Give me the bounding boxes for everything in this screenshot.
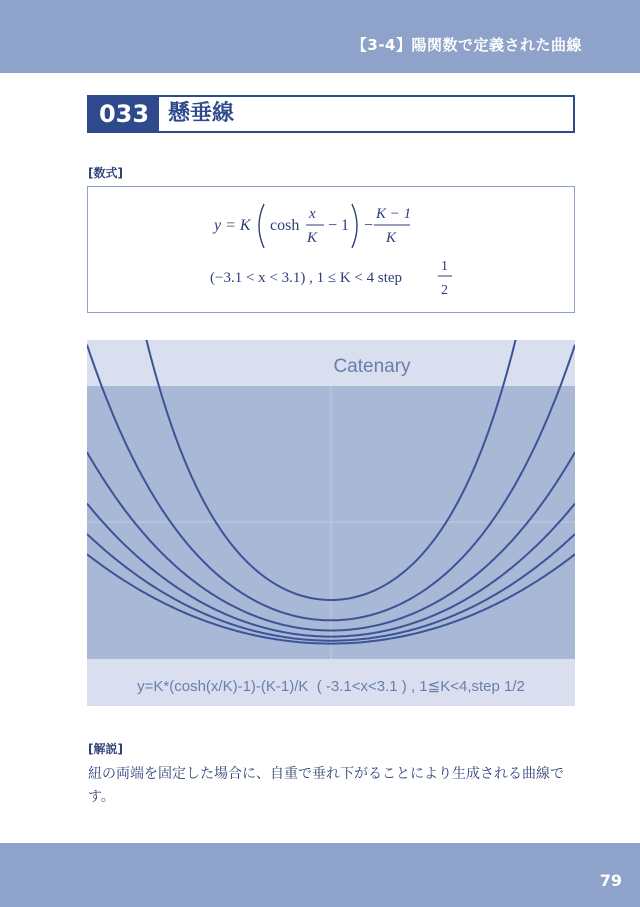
formula-svg	[88, 187, 576, 314]
step-num: 1	[441, 259, 448, 274]
chart-title: Catenary	[333, 356, 411, 377]
section-heading	[87, 95, 575, 133]
formula-label: [数式]	[88, 166, 123, 180]
section-number: 033	[89, 97, 159, 131]
formula-lhs: y = K	[214, 217, 251, 234]
frac2-den: K	[386, 230, 397, 246]
right-paren	[352, 204, 357, 248]
step-den: 2	[441, 283, 448, 298]
formula-range: (−3.1 < x < 3.1) , 1 ≤ K < 4 step	[210, 270, 403, 286]
chapter-title: 【3-4】陽関数で定義された曲線	[351, 36, 582, 54]
title-band	[87, 340, 575, 386]
formula-minus-one: − 1	[328, 217, 350, 234]
header-band	[0, 0, 640, 73]
explanation-label: [解説]	[88, 742, 123, 756]
formula-minus: −	[364, 217, 374, 234]
formula-box	[87, 186, 575, 313]
frac2-num: K − 1	[376, 206, 412, 222]
formula-cosh: cosh	[270, 217, 300, 234]
explanation-text: 紐の両端を固定した場合に、自重で垂れ下がることにより生成される曲線です。	[88, 766, 564, 805]
frac-den: K	[307, 230, 318, 246]
section-title: 懸垂線	[168, 101, 235, 126]
graph-svg	[87, 340, 575, 706]
left-paren	[259, 204, 264, 248]
footer-band	[0, 843, 640, 907]
frac-num: x	[309, 206, 316, 222]
page-number: 79	[599, 871, 622, 890]
catenary-graph	[87, 340, 575, 706]
chart-caption: y=K*(cosh(x/K)-1)-(K-1)/K ( -3.1<x<3.1 ) , 1≦K<4,step 1/2	[137, 678, 525, 695]
